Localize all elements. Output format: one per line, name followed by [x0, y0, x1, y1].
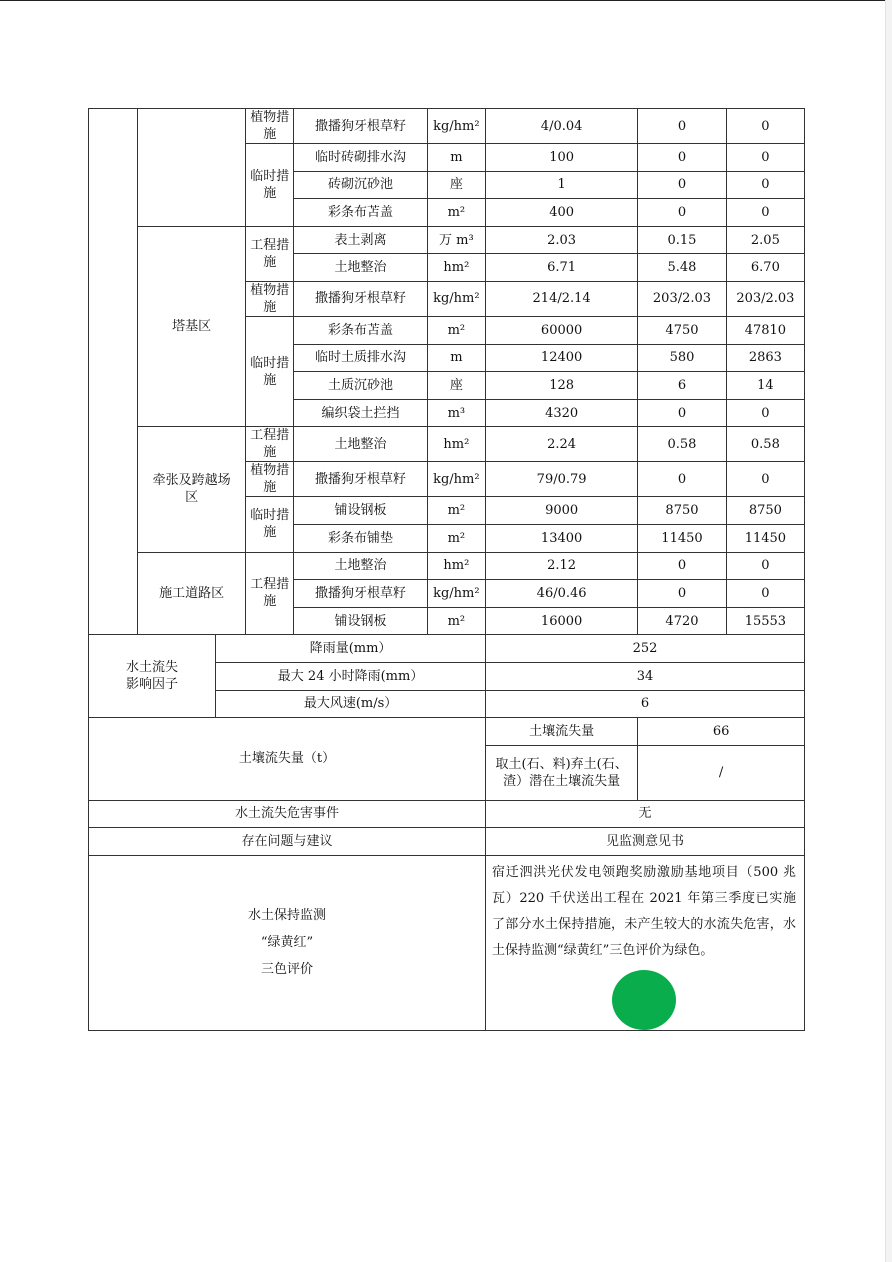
unit-cell: kg/hm²: [427, 109, 485, 144]
cumulative-quantity-cell: 0: [726, 171, 804, 199]
unit-cell: m: [427, 144, 485, 172]
unit-cell: 万 m³: [427, 226, 485, 254]
cumulative-quantity-cell: 0: [726, 462, 804, 497]
measure-name-cell: 砖砌沉砂池: [294, 171, 427, 199]
cumulative-quantity-cell: 47810: [726, 316, 804, 344]
unit-cell: 座: [427, 372, 485, 400]
measure-row: [89, 226, 805, 254]
quarter-quantity-cell: 4750: [638, 316, 727, 344]
rainfall-value: 252: [486, 635, 805, 663]
planned-quantity-cell: 6.71: [486, 254, 638, 282]
area-label-line1: 牵张及跨越场: [152, 473, 231, 489]
factor-label-cell: [89, 635, 216, 718]
measure-type-cell: 植物措施: [246, 109, 294, 144]
quarter-quantity-cell: 5.48: [638, 254, 727, 282]
planned-quantity-cell: 128: [486, 372, 638, 400]
potential-loss-label: [486, 745, 638, 800]
planned-quantity-cell: 2.03: [486, 226, 638, 254]
measure-row: [89, 109, 805, 144]
unit-cell: kg/hm²: [427, 462, 485, 497]
unit-cell: m²: [427, 497, 485, 525]
quarter-quantity-cell: 0.58: [638, 427, 727, 462]
planned-quantity-cell: 4320: [486, 399, 638, 427]
planned-quantity-cell: 100: [486, 144, 638, 172]
assessment-label-line3: 三色评价: [261, 962, 314, 978]
assessment-row: [89, 855, 805, 1030]
area-label: 施工道路区: [159, 585, 225, 601]
measure-type-cell: 临时措施: [246, 144, 294, 227]
unit-cell: m²: [427, 607, 485, 635]
quarter-quantity-cell: 8750: [638, 497, 727, 525]
assessment-label-cell: [89, 855, 486, 1030]
issues-suggestions-label: 存在问题与建议: [89, 828, 486, 856]
area-cell: [137, 552, 245, 635]
cumulative-quantity-cell: 8750: [726, 497, 804, 525]
unit-cell: 座: [427, 171, 485, 199]
measure-type-cell: 临时措施: [246, 497, 294, 552]
measure-name-cell: 土地整治: [294, 552, 427, 580]
cumulative-quantity-cell: 0: [726, 109, 804, 144]
planned-quantity-cell: 4/0.04: [486, 109, 638, 144]
quarter-quantity-cell: 0: [638, 552, 727, 580]
measure-name-cell: 彩条布苫盖: [294, 199, 427, 227]
measure-name-cell: 撒播狗牙根草籽: [294, 281, 427, 316]
unit-cell: kg/hm²: [427, 580, 485, 608]
hazard-event-value: 无: [486, 800, 805, 828]
unit-cell: m: [427, 344, 485, 372]
unit-cell: m²: [427, 524, 485, 552]
area-cell: [137, 109, 245, 227]
max24-rainfall-value: 34: [486, 662, 805, 690]
planned-quantity-cell: 79/0.79: [486, 462, 638, 497]
page-right-edge: [885, 0, 892, 1262]
quarter-quantity-cell: 0: [638, 171, 727, 199]
assessment-label-line1: 水土保持监测: [248, 908, 327, 924]
cumulative-quantity-cell: 0: [726, 199, 804, 227]
unit-cell: hm²: [427, 427, 485, 462]
assessment-content-cell: [486, 855, 805, 1030]
planned-quantity-cell: 9000: [486, 497, 638, 525]
issues-suggestions-row: [89, 828, 805, 856]
planned-quantity-cell: 46/0.46: [486, 580, 638, 608]
measure-name-cell: 铺设钢板: [294, 497, 427, 525]
quarter-quantity-cell: 203/2.03: [638, 281, 727, 316]
measure-name-cell: 铺设钢板: [294, 607, 427, 635]
unit-cell: kg/hm²: [427, 281, 485, 316]
assessment-text: 宿迁泗洪光伏发电领跑奖励激励基地项目（500 兆瓦）220 千伏送出工程在 2021 年第三季度已实施了部分水土保持措施，未产生较大的水流失危害，水土保持监测“绿黄红”三色评价为绿色。: [492, 864, 796, 958]
measure-type-cell: 临时措施: [246, 316, 294, 426]
max-wind-speed-label: 最大风速(m/s）: [216, 690, 486, 718]
measure-type-cell: 工程措施: [246, 552, 294, 635]
measure-name-cell: 撒播狗牙根草籽: [294, 462, 427, 497]
quarter-quantity-cell: 0.15: [638, 226, 727, 254]
area-cell: [137, 427, 245, 552]
quarter-quantity-cell: 6: [638, 372, 727, 400]
page-top-rule: [0, 0, 892, 1]
quarter-quantity-cell: 11450: [638, 524, 727, 552]
factor-label-line2: 影响因子: [126, 677, 179, 693]
measure-name-cell: 临时土质排水沟: [294, 344, 427, 372]
cumulative-quantity-cell: 6.70: [726, 254, 804, 282]
planned-quantity-cell: 1: [486, 171, 638, 199]
measure-name-cell: 彩条布苫盖: [294, 316, 427, 344]
cumulative-quantity-cell: 2863: [726, 344, 804, 372]
max-wind-speed-value: 6: [486, 690, 805, 718]
measure-name-cell: 表土剥离: [294, 226, 427, 254]
green-rating-dot: [612, 970, 676, 1030]
planned-quantity-cell: 16000: [486, 607, 638, 635]
factor-row: [89, 635, 805, 663]
measure-name-cell: 土地整治: [294, 427, 427, 462]
monitoring-table: [88, 108, 805, 1031]
planned-quantity-cell: 12400: [486, 344, 638, 372]
measure-name-cell: 撒播狗牙根草籽: [294, 580, 427, 608]
unit-cell: m²: [427, 199, 485, 227]
measure-name-cell: 临时砖砌排水沟: [294, 144, 427, 172]
quarter-quantity-cell: 0: [638, 399, 727, 427]
soil-loss-label: 土壤流失量（t）: [89, 718, 486, 801]
unit-cell: hm²: [427, 254, 485, 282]
quarter-quantity-cell: 0: [638, 144, 727, 172]
unit-cell: hm²: [427, 552, 485, 580]
unit-cell: m²: [427, 316, 485, 344]
potential-loss-label-line1: 取土(石、料)弃土(石、: [495, 756, 628, 772]
quarter-quantity-cell: 0: [638, 199, 727, 227]
planned-quantity-cell: 400: [486, 199, 638, 227]
measure-row: [89, 427, 805, 462]
measure-name-cell: 彩条布铺垫: [294, 524, 427, 552]
quarter-quantity-cell: 580: [638, 344, 727, 372]
potential-loss-label-line2: 渣）潜在土壤流失量: [503, 773, 621, 789]
measure-type-cell: 植物措施: [246, 462, 294, 497]
cumulative-quantity-cell: 0: [726, 580, 804, 608]
cumulative-quantity-cell: 11450: [726, 524, 804, 552]
area-label-line2: 区: [185, 490, 199, 506]
planned-quantity-cell: 214/2.14: [486, 281, 638, 316]
cumulative-quantity-cell: 0: [726, 552, 804, 580]
area-cell: [137, 226, 245, 427]
soil-loss-value: 66: [638, 718, 805, 746]
cumulative-quantity-cell: 0: [726, 399, 804, 427]
measure-row: [89, 552, 805, 580]
cumulative-quantity-cell: 0: [726, 144, 804, 172]
issues-suggestions-value: 见监测意见书: [486, 828, 805, 856]
measure-name-cell: 土质沉砂池: [294, 372, 427, 400]
measure-name-cell: 土地整治: [294, 254, 427, 282]
area-label: 塔基区: [172, 319, 212, 335]
category-column-cell: [89, 109, 138, 635]
hazard-event-label: 水土流失危害事件: [89, 800, 486, 828]
potential-loss-value: /: [638, 745, 805, 800]
measure-type-cell: 工程措施: [246, 427, 294, 462]
cumulative-quantity-cell: 15553: [726, 607, 804, 635]
max24-rainfall-label: 最大 24 小时降雨(mm）: [216, 662, 486, 690]
quarter-quantity-cell: 0: [638, 462, 727, 497]
soil-loss-sub-label: 土壤流失量: [486, 718, 638, 746]
quarter-quantity-cell: 0: [638, 109, 727, 144]
rainfall-label: 降雨量(mm）: [216, 635, 486, 663]
cumulative-quantity-cell: 2.05: [726, 226, 804, 254]
factor-label-line1: 水土流失: [126, 660, 179, 676]
cumulative-quantity-cell: 14: [726, 372, 804, 400]
assessment-label-line2: “绿黄红”: [260, 935, 314, 951]
unit-cell: m³: [427, 399, 485, 427]
soil-loss-row: [89, 718, 805, 746]
measure-name-cell: 撒播狗牙根草籽: [294, 109, 427, 144]
quarter-quantity-cell: 0: [638, 580, 727, 608]
cumulative-quantity-cell: 0.58: [726, 427, 804, 462]
measure-type-cell: 植物措施: [246, 281, 294, 316]
planned-quantity-cell: 2.12: [486, 552, 638, 580]
quarter-quantity-cell: 4720: [638, 607, 727, 635]
measure-name-cell: 编织袋土拦挡: [294, 399, 427, 427]
planned-quantity-cell: 2.24: [486, 427, 638, 462]
hazard-event-row: [89, 800, 805, 828]
measure-type-cell: 工程措施: [246, 226, 294, 281]
cumulative-quantity-cell: 203/2.03: [726, 281, 804, 316]
planned-quantity-cell: 60000: [486, 316, 638, 344]
planned-quantity-cell: 13400: [486, 524, 638, 552]
